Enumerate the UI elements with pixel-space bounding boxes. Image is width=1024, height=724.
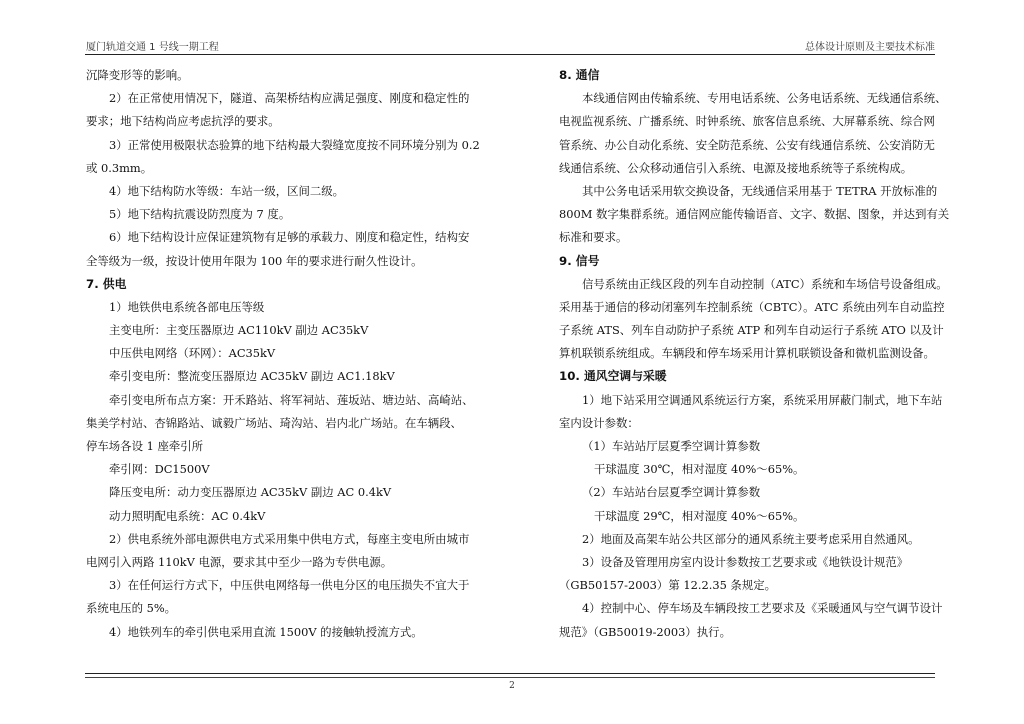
right-text-line: 干球温度 30℃，相对湿度 40%～65%。 xyxy=(594,462,805,477)
right-text-line: 电视监视系统、广播系统、时钟系统、旅客信息系统、大屏幕系统、综合网 xyxy=(559,114,935,129)
left-text-line: 或 0.3mm。 xyxy=(86,160,153,175)
header-rule xyxy=(85,54,935,55)
footer-rule-thin xyxy=(85,677,935,678)
left-text-line: 4）地铁列车的牵引供电采用直流 1500V 的接触轨授流方式。 xyxy=(109,624,423,639)
left-text-line: 全等级为一级，按设计使用年限为 100 年的要求进行耐久性设计。 xyxy=(86,253,423,268)
right-text-line: 算机联锁系统组成。车辆段和停车场采用计算机联锁设备和微机监测设备。 xyxy=(559,346,935,361)
right-text-line: 干球温度 29℃，相对湿度 40%～65%。 xyxy=(594,508,805,523)
left-text-line: 牵引网：DC1500V xyxy=(109,462,210,477)
left-text-line: 2）在正常使用情况下，隧道、高架桥结构应满足强度、刚度和稳定性的 xyxy=(109,91,470,106)
right-text-line: 4）控制中心、停车场及车辆段按工艺要求及《采暖通风与空气调节设计 xyxy=(582,601,943,616)
right-column xyxy=(559,64,964,644)
left-text-line: 系统电压的 5%。 xyxy=(86,601,177,616)
right-text-line: 标准和要求。 xyxy=(559,230,628,245)
left-text-line: 1）地铁供电系统各部电压等级 xyxy=(109,299,265,314)
right-text-line: 线通信系统、公众移动通信引入系统、电源及接地系统等子系统构成。 xyxy=(559,160,913,175)
left-text-line: 6）地下结构设计应保证建筑物有足够的承载力、刚度和稳定性，结构安 xyxy=(109,230,470,245)
right-text-line: 800M 数字集群系统。通信网应能传输语音、文字、数据、图象，并达到有关 xyxy=(559,207,950,222)
left-text-line: 降压变电所：动力变压器原边 AC35kV 副边 AC 0.4kV xyxy=(109,485,392,500)
header-section-title: 总体设计原则及主要技术标准 xyxy=(805,42,935,53)
left-text-line: 3）在任何运行方式下，中压供电网络每一供电分区的电压损失不宜大于 xyxy=(109,578,470,593)
left-text-line: 要求；地下结构尚应考虑抗浮的要求。 xyxy=(86,114,280,129)
right-text-line: 子系统 ATS、列车自动防护子系统 ATP 和列车自动运行子系统 ATO 以及计 xyxy=(559,323,944,338)
left-text-line: 3）正常使用极限状态验算的地下结构最大裂缝宽度按不同环境分别为 0.2 xyxy=(109,137,480,152)
left-text-line: 电网引入两路 110kV 电源，要求其中至少一路为专供电源。 xyxy=(86,554,393,569)
footer-rule xyxy=(85,673,935,674)
left-text-line: 2）供电系统外部电源供电方式采用集中供电方式，每座主变电所由城市 xyxy=(109,531,470,546)
right-text-line: 2）地面及高架车站公共区部分的通风系统主要考虑采用自然通风。 xyxy=(582,531,920,546)
right-text-line: 3）设备及管理用房室内设计参数按工艺要求或《地铁设计规范》 xyxy=(582,554,909,569)
right-text-line: 1）地下站采用空调通风系统运行方案，系统采用屏蔽门制式，地下车站 xyxy=(582,392,943,407)
left-text-line: 4）地下结构防水等级：车站一级，区间二级。 xyxy=(109,183,345,198)
left-text-line: 沉降变形等的影响。 xyxy=(86,68,189,82)
left-text-line: 牵引变电所：整流变压器原边 AC35kV 副边 AC1.18kV xyxy=(109,369,395,384)
right-text-line: （2）车站站台层夏季空调计算参数 xyxy=(582,485,761,500)
left-text-line: 停车场各设 1 座牵引所 xyxy=(86,439,204,453)
right-section-heading: 8. 通信 xyxy=(559,68,600,82)
right-text-line: 其中公务电话采用软交换设备，无线通信采用基于 TETRA 开放标准的 xyxy=(582,183,938,198)
page-number: 2 xyxy=(509,681,515,691)
right-text-line: 管系统、办公自动化系统、安全防范系统、公安有线通信系统、公安消防无 xyxy=(559,137,935,152)
right-section-heading: 10. 通风空调与采暖 xyxy=(559,369,667,384)
right-text-line: 采用基于通信的移动闭塞列车控制系统（CBTC）。ATC 系统由列车自动监控 xyxy=(559,299,945,314)
right-text-line: 规范》（GB50019-2003）执行。 xyxy=(559,624,731,639)
left-text-line: 集美学村站、杏锦路站、诚毅广场站、琦沟站、岩内北广场站。在车辆段、 xyxy=(86,415,462,430)
left-column xyxy=(86,64,493,644)
left-text-line: 中压供电网络（环网）：AC35kV xyxy=(109,346,276,361)
right-text-line: （1）车站站厅层夏季空调计算参数 xyxy=(582,439,761,453)
left-text-line: 主变电所：主变压器原边 AC110kV 副边 AC35kV xyxy=(109,323,369,338)
right-text-line: 本线通信网由传输系统、专用电话系统、公务电话系统、无线通信系统、 xyxy=(582,91,947,106)
left-text-line: 动力照明配电系统：AC 0.4kV xyxy=(109,508,266,523)
left-section-heading: 7. 供电 xyxy=(86,276,127,291)
right-text-line: （GB50157-2003）第 12.2.35 条规定。 xyxy=(559,578,776,593)
right-text-line: 信号系统由正线区段的列车自动控制（ATC）系统和车场信号设备组成。 xyxy=(582,276,948,291)
right-section-heading: 9. 信号 xyxy=(559,253,600,268)
right-text-line: 室内设计参数： xyxy=(559,415,639,430)
left-text-line: 5）地下结构抗震设防烈度为 7 度。 xyxy=(109,207,291,222)
left-text-line: 牵引变电所布点方案：开禾路站、将军祠站、莲坂站、塘边站、高崎站、 xyxy=(109,392,474,407)
header-project-title: 厦门轨道交通 1 号线一期工程 xyxy=(86,42,219,53)
